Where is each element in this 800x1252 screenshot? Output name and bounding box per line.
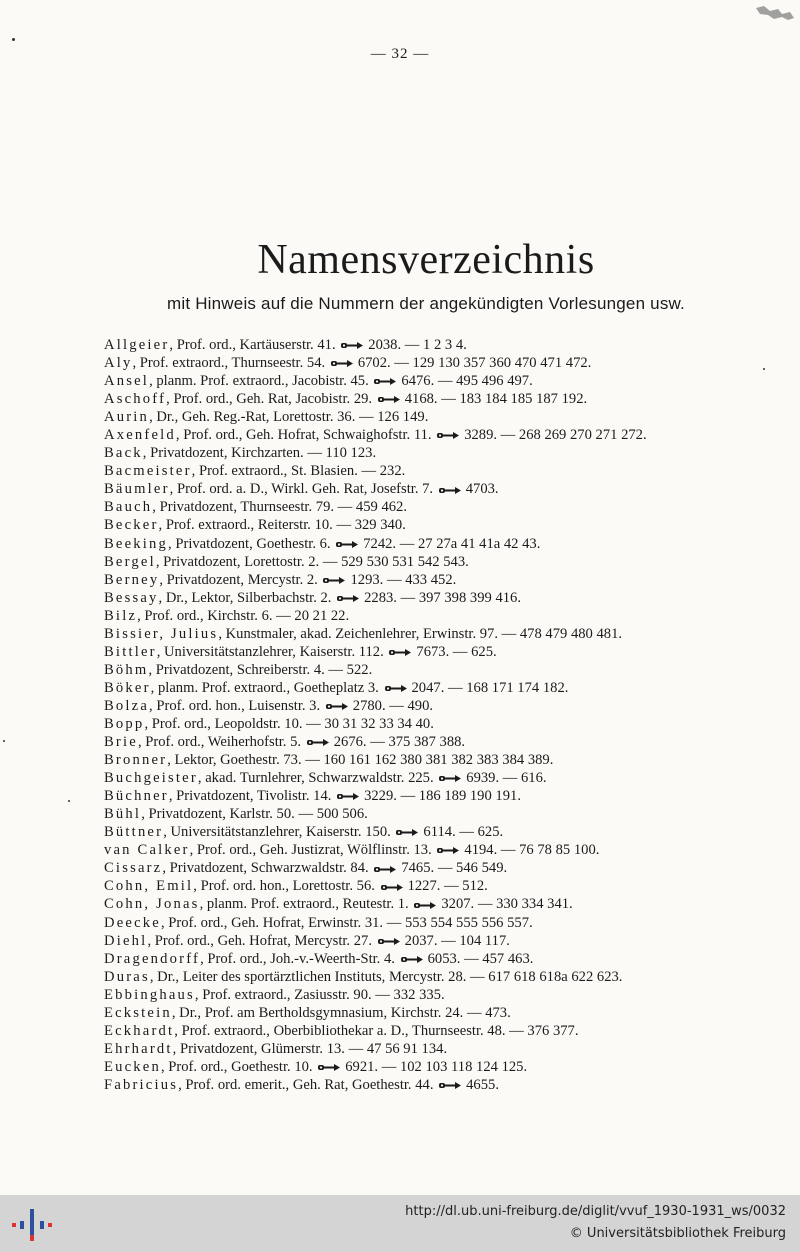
entry-details: , Universitätstanzlehrer, Kaiserstr. 112. [156, 643, 384, 660]
entry-name: Eckstein [104, 1004, 172, 1021]
entry-details: , Prof. ord., Goethestr. 10. [160, 1058, 313, 1075]
entry-details: , planm. Prof. extraord., Reutestr. 1. [199, 896, 409, 913]
entry-phone-and-courses: 4703. [465, 481, 499, 498]
entry-details: , Prof. ord., Weiherhofstr. 5. [137, 734, 302, 751]
entry-name: Büchner [104, 788, 169, 805]
entry-name: Berney [104, 571, 160, 588]
entry-name: Bessay [104, 589, 159, 606]
entry-name: Bergel [104, 553, 156, 570]
index-entry [104, 859, 749, 877]
index-entry [104, 516, 749, 534]
index-entry [104, 733, 749, 751]
entry-details: , Prof. ord., Geh. Justizrat, Wölflinstr. 13. [189, 842, 432, 859]
index-entry [104, 932, 749, 950]
index-entry [104, 1004, 749, 1022]
entry-phone-and-courses: 6476. — 495 496 497. [401, 373, 533, 390]
index-entry [104, 625, 749, 643]
entry-details: , Privatdozent, Lorettostr. 2. — 529 530 531 542 543. [155, 553, 469, 570]
telephone-icon [437, 431, 461, 440]
index-entry [104, 914, 749, 932]
entry-name: Beeking [104, 535, 169, 552]
entry-details: , Prof. ord. a. D., Wirkl. Geh. Rat, Josefstr. 7. [169, 481, 434, 498]
entry-phone-and-courses: 3289. — 268 269 270 271 272. [464, 427, 647, 444]
entry-details: , Prof. ord. hon., Luisenstr. 3. [149, 697, 321, 714]
telephone-icon [341, 341, 365, 350]
entry-details: , Prof. extraord., Thurnseestr. 54. [132, 355, 326, 372]
entry-phone-and-courses: 6053. — 457 463. [427, 950, 534, 967]
index-entry [104, 895, 749, 913]
entry-name: Cissarz [104, 860, 163, 877]
entry-details: , planm. Prof. extraord., Goetheplatz 3. [150, 679, 379, 696]
paper-speck [68, 800, 70, 802]
entry-name: Bolza [104, 697, 150, 714]
entry-name: Cohn, Emil [104, 878, 194, 895]
entry-name: Bittler [104, 643, 157, 660]
entry-phone-and-courses: 4168. — 183 184 185 187 192. [404, 391, 588, 408]
entry-details: , Privatdozent, Thurnseestr. 79. — 459 462. [152, 499, 407, 516]
telephone-icon [323, 576, 347, 585]
index-entry [104, 607, 749, 625]
index-entry [104, 769, 749, 787]
footer-bar [0, 1195, 800, 1252]
entry-name: Axenfeld [104, 427, 176, 444]
entry-phone-and-courses: 1227. — 512. [407, 878, 488, 895]
index-entry [104, 841, 749, 859]
entry-name: Böker [104, 679, 151, 696]
entry-phone-and-courses: 6921. — 102 103 118 124 125. [345, 1058, 528, 1075]
index-entry [104, 372, 749, 390]
telephone-icon [331, 359, 355, 368]
entry-details: , Dr., Geh. Reg.-Rat, Lorettostr. 36. — 126 149. [149, 409, 429, 426]
index-entry [104, 950, 749, 968]
entry-details: , Prof. ord., Geh. Rat, Jacobistr. 29. [166, 391, 373, 408]
index-entry [104, 751, 749, 769]
entry-phone-and-courses: 7465. — 546 549. [401, 860, 508, 877]
entry-details: , Dr., Lektor, Silberbachstr. 2. [158, 589, 332, 606]
page-title: Namensverzeichnis [257, 237, 595, 283]
entry-name: Ansel [104, 373, 150, 390]
corner-stain-mark [752, 2, 798, 24]
entry-details: , Lektor, Goethestr. 73. — 160 161 162 380 381 382 383 384 389. [167, 752, 554, 769]
index-entry [104, 1022, 749, 1040]
index-entry [104, 480, 749, 498]
index-entry [104, 1040, 749, 1058]
entry-phone-and-courses: 7673. — 625. [416, 643, 497, 660]
paper-speck [763, 368, 765, 370]
entry-name: Duras [104, 968, 150, 985]
entry-details: , Prof. extraord., Zasiusstr. 90. — 332 335. [194, 986, 445, 1003]
telephone-icon [414, 901, 438, 910]
index-entry [104, 643, 749, 661]
index-entry [104, 336, 749, 354]
telephone-icon [439, 486, 463, 495]
entry-details: , Prof. extraord., Oberbibliothekar a. D., Thurnseestr. 48. — 376 377. [174, 1022, 579, 1039]
index-entry [104, 571, 749, 589]
entry-phone-and-courses: 6702. — 129 130 357 360 470 471 472. [357, 355, 592, 372]
entry-details: , Privatdozent, Glümerstr. 13. — 47 56 91 134. [172, 1040, 448, 1057]
entry-name: Bronner [104, 752, 168, 769]
source-url-link[interactable]: http://dl.ub.uni-freiburg.de/diglit/vvuf_1930-1931_ws/0032 [405, 1204, 786, 1219]
entry-name: Back [104, 445, 143, 462]
index-entry [104, 462, 749, 480]
telephone-icon [439, 1081, 463, 1090]
telephone-icon [378, 395, 402, 404]
entry-details: , Dr., Prof. am Bertholdsgymnasium, Kirchstr. 24. — 473. [171, 1004, 511, 1021]
entry-name: Dragendorff [104, 950, 201, 967]
entry-details: , Prof. ord., Kirchstr. 6. — 20 21 22. [137, 607, 350, 624]
index-entry [104, 715, 749, 733]
entry-name: Böhm [104, 661, 149, 678]
telephone-icon [396, 828, 420, 837]
entry-phone-and-courses: 7242. — 27 27a 41 41a 42 43. [363, 535, 541, 552]
index-entry [104, 787, 749, 805]
entry-name: Aschoff [104, 391, 167, 408]
page-subtitle: mit Hinweis auf die Nummern der angekündigten Vorlesungen usw. [167, 294, 685, 313]
entry-phone-and-courses: 4655. [466, 1076, 499, 1093]
index-entry [104, 823, 749, 841]
entry-phone-and-courses: 4194. — 76 78 85 100. [464, 842, 600, 859]
entry-name: Ehrhardt [104, 1040, 173, 1057]
entry-name: Büttner [104, 824, 164, 841]
entry-details: , Prof. ord., Geh. Hofrat, Mercystr. 27. [147, 932, 372, 949]
entry-details: , Privatdozent, Kirchzarten. — 110 123. [142, 445, 377, 462]
index-entry [104, 1058, 749, 1076]
index-entry [104, 589, 749, 607]
entry-details: , Privatdozent, Goethestr. 6. [168, 535, 331, 552]
index-entry [104, 697, 749, 715]
entry-name: Allgeier [104, 337, 170, 353]
entry-name: Bäumler [104, 481, 170, 498]
entry-phone-and-courses: 1293. — 433 452. [350, 571, 457, 588]
entry-phone-and-courses: 2283. — 397 398 399 416. [364, 589, 521, 606]
entry-details: , Privatdozent, Schwarzwaldstr. 84. [162, 860, 369, 877]
entry-name: Deecke [104, 914, 161, 931]
paper-speck [3, 740, 5, 742]
index-entry [104, 553, 749, 571]
entry-name: Brie [104, 734, 138, 751]
copyright-notice: © Universitätsbibliothek Freiburg [569, 1226, 786, 1241]
entry-details: , Prof. ord., Kartäuserstr. 41. [169, 337, 336, 353]
entry-details: , Prof. ord. emerit., Geh. Rat, Goethestr. 44. [178, 1076, 434, 1093]
index-entry [104, 498, 749, 516]
telephone-icon [337, 792, 361, 801]
entry-details: , Privatdozent, Tivolistr. 14. [168, 788, 332, 805]
index-entry [104, 968, 749, 986]
entry-phone-and-courses: 2038. — 1 2 3 4. [368, 337, 467, 353]
entry-phone-and-courses: 2780. — 490. [352, 697, 434, 714]
entry-name: van Calker [104, 842, 190, 859]
index-entry [104, 661, 749, 679]
entry-name: Bauch [104, 499, 153, 516]
entry-name: Cohn, Jonas [104, 896, 200, 913]
entry-details: , Privatdozent, Schreiberstr. 4. — 522. [148, 661, 373, 678]
entry-phone-and-courses: 6114. — 625. [423, 824, 504, 841]
entry-details: , Prof. extraord., Reiterstr. 10. — 329 340. [158, 517, 406, 534]
entry-name: Diehl [104, 932, 148, 949]
entry-details: , Prof. ord., Joh.-v.-Weerth-Str. 4. [200, 950, 395, 967]
entry-details: , Prof. ord., Geh. Hofrat, Schwaighofstr. 11. [175, 427, 432, 444]
index-entry [104, 408, 749, 426]
telephone-icon [389, 648, 413, 657]
entry-name: Eckhardt [104, 1022, 175, 1039]
entry-name: Fabricius [104, 1076, 179, 1093]
telephone-icon [318, 1063, 342, 1072]
index-entry [104, 1076, 749, 1094]
entry-phone-and-courses: 3207. — 330 334 341. [441, 896, 573, 913]
entry-name: Bopp [104, 715, 145, 732]
index-entry [104, 426, 749, 444]
telephone-icon [378, 937, 402, 946]
entry-details: , planm. Prof. extraord., Jacobistr. 45. [149, 373, 369, 390]
library-logo-icon [12, 1205, 52, 1245]
entry-details: , Prof. extraord., St. Blasien. — 232. [191, 463, 406, 480]
entry-name: Aly [104, 355, 133, 372]
telephone-icon [439, 774, 463, 783]
index-entry [104, 444, 749, 462]
entry-name: Buchgeister [104, 770, 198, 787]
entry-details: , Privatdozent, Mercystr. 2. [159, 571, 318, 588]
entry-phone-and-courses: 3229. — 186 189 190 191. [364, 788, 521, 805]
entry-name: Bacmeister [104, 463, 192, 480]
entry-details: , Prof. ord., Leopoldstr. 10. — 30 31 32 33 34 40. [144, 715, 434, 732]
entry-phone-and-courses: 2037. — 104 117. [404, 932, 510, 949]
entry-details: , Prof. ord. hon., Lorettostr. 56. [193, 878, 375, 895]
telephone-icon [336, 540, 360, 549]
entry-name: Bühl [104, 806, 142, 823]
entry-details: , Kunstmaler, akad. Zeichenlehrer, Erwinstr. 97. — 478 479 480 481. [218, 625, 623, 642]
index-entry [104, 877, 749, 895]
name-index-list [104, 336, 749, 1094]
page-number: — 32 — [370, 46, 430, 62]
telephone-icon [385, 684, 409, 693]
entry-details: , Universitätstanzlehrer, Kaiserstr. 150. [163, 824, 391, 841]
entry-name: Bilz [104, 607, 138, 624]
entry-name: Becker [104, 517, 159, 534]
entry-name: Bissier, Julius [104, 625, 219, 642]
entry-details: , Dr., Leiter des sportärztlichen Instituts, Mercystr. 28. — 617 618 618a 622 623. [149, 968, 623, 985]
index-entry [104, 679, 749, 697]
entry-name: Aurin [104, 409, 150, 426]
entry-details: , akad. Turnlehrer, Schwarzwaldstr. 225. [197, 770, 434, 787]
index-entry [104, 354, 749, 372]
telephone-icon [437, 846, 461, 855]
entry-phone-and-courses: 6939. — 616. [466, 770, 547, 787]
entry-name: Ebbinghaus [104, 986, 195, 1003]
telephone-icon [307, 738, 331, 747]
entry-details: , Prof. ord., Geh. Hofrat, Erwinstr. 31. — 553 554 555 556 557. [160, 914, 533, 931]
telephone-icon [326, 702, 350, 711]
index-entry [104, 805, 749, 823]
entry-name: Eucken [104, 1058, 161, 1075]
index-entry [104, 986, 749, 1004]
paper-speck [12, 38, 15, 41]
telephone-icon [381, 883, 405, 892]
telephone-icon [337, 594, 361, 603]
index-entry [104, 535, 749, 553]
telephone-icon [374, 865, 398, 874]
index-entry [104, 390, 749, 408]
entry-phone-and-courses: 2676. — 375 387 388. [333, 734, 466, 751]
entry-details: , Privatdozent, Karlstr. 50. — 500 506. [141, 806, 368, 823]
entry-phone-and-courses: 2047. — 168 171 174 182. [411, 679, 569, 696]
telephone-icon [401, 955, 425, 964]
telephone-icon [374, 377, 398, 386]
